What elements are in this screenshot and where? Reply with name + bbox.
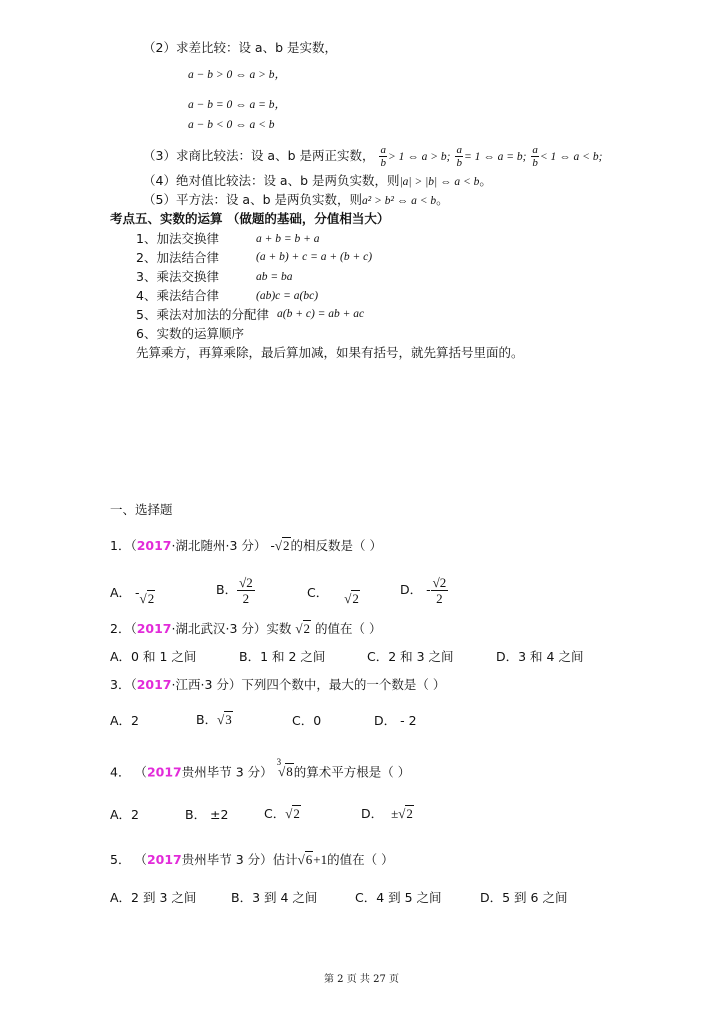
year-tag: 2017: [136, 538, 172, 553]
law-formula: ab = ba: [256, 271, 293, 283]
question-5: 5． （2017贵州毕节 3 分）估计√6+1的值在（ ）: [110, 852, 394, 867]
order-text: 先算乘方，再算乘除，最后算加减，如果有括号，就先算括号里面的。: [136, 345, 524, 360]
q1-option-c[interactable]: C． √2: [307, 585, 359, 606]
quotient-heading: （3）求商比较法：设 a、b 是两正实数，: [143, 148, 375, 163]
q2-option-c[interactable]: C．2 和 3 之间: [367, 649, 454, 664]
square-compare-line: [143, 192, 449, 209]
period: 。: [436, 192, 449, 207]
year-tag: 2017: [136, 677, 172, 692]
abs-heading: （4）绝对值比较法：设 a、b 是两负实数，则: [143, 173, 400, 188]
law-formula: (ab)c = a(bc): [256, 290, 319, 302]
fraction-a-over-b: $\frac{a}{b}$: [380, 144, 386, 169]
q5-option-a[interactable]: A．2 到 3 之间: [110, 890, 197, 905]
question-3: 3．（2017·江西·3 分）下列四个数中，最大的一个数是（ ）: [110, 677, 446, 692]
diff-rule-3: a − b < 0 ⇔ a < b: [188, 119, 275, 131]
fraction-a-over-b: $\frac{a}{b}$: [456, 144, 462, 169]
compare-diff-heading: （2）求差比较：设 a、b 是实数，: [143, 40, 337, 55]
law-label: 1、加法交换律: [136, 231, 219, 246]
sqrt-expr: √2: [274, 538, 290, 553]
q1-option-a[interactable]: A． -√2: [110, 585, 155, 606]
law-label: 2、加法结合律: [136, 250, 219, 265]
law-label: 5、乘法对加法的分配律: [136, 307, 269, 322]
q1-option-d[interactable]: D． - $\frac{√2}{2}$: [400, 575, 447, 606]
cube-root-expr: $^3$√8: [276, 757, 293, 780]
question-4: 4． （2017贵州毕节 3 分）$^3$√8的算术平方根是（ ）: [110, 757, 411, 780]
sqrt-expr: √6+1: [297, 852, 328, 867]
quotient-rule-1: > 1 ⇔ a > b;: [387, 151, 451, 163]
law-formula: (a + b) + c = a + (b + c): [256, 251, 373, 263]
q3-option-a[interactable]: A．2: [110, 713, 140, 728]
q5-option-b[interactable]: B．3 到 4 之间: [231, 890, 318, 905]
quotient-rule-2: = 1 ⇔ a = b;: [463, 151, 527, 163]
abs-rule: |a| > |b| ⇔ a < b: [399, 176, 480, 188]
period: 。: [479, 173, 492, 188]
diff-rule-1: a − b > 0 ⇔ a > b，: [188, 69, 287, 81]
square-rule: a² > b² ⇔ a < b: [362, 195, 437, 207]
law-formula: a + b = b + a: [256, 233, 320, 245]
q3-option-c[interactable]: C．0: [292, 713, 322, 728]
page-footer: 第 2 页 共 27 页: [324, 974, 399, 985]
abs-compare-line: [143, 173, 492, 190]
order-heading: 6、实数的运算顺序: [136, 326, 244, 341]
q5-option-d[interactable]: D．5 到 6 之间: [480, 890, 568, 905]
q4-option-a[interactable]: A．2: [110, 807, 140, 822]
fraction-a-over-b: $\frac{a}{b}$: [532, 144, 538, 169]
q4-option-b[interactable]: B． ±2: [185, 807, 229, 822]
q2-option-a[interactable]: A．0 和 1 之间: [110, 649, 197, 664]
square-heading: （5）平方法：设 a、b 是两负实数，则: [143, 192, 362, 207]
q3-option-b[interactable]: B．√3: [196, 712, 232, 727]
q4-option-c[interactable]: C．√2: [264, 806, 300, 821]
question-1: 1．（2017·湖北随州·3 分） -√2的相反数是（ ）: [110, 538, 382, 553]
law-label: 4、乘法结合律: [136, 288, 219, 303]
q3-option-d[interactable]: D． - 2: [374, 713, 417, 728]
quotient-compare-line: [143, 144, 602, 169]
year-tag: 2017: [146, 764, 182, 780]
question-2: 2．（2017·湖北武汉·3 分）实数 √2 的值在（ ）: [110, 621, 382, 636]
year-tag: 2017: [146, 852, 182, 867]
q5-option-c[interactable]: C．4 到 5 之间: [355, 890, 442, 905]
q2-option-d[interactable]: D．3 和 4 之间: [496, 649, 584, 664]
q2-option-b[interactable]: B．1 和 2 之间: [239, 649, 326, 664]
quotient-rule-3: < 1 ⇔ a < b;: [539, 151, 603, 163]
law-formula: a(b + c) = ab + ac: [277, 308, 365, 320]
q1-option-b[interactable]: B． $\frac{√2}{2}$: [216, 575, 253, 606]
diff-rule-2: a − b = 0 ⇔ a = b，: [188, 99, 287, 111]
section-title: 考点五、实数的运算 （做题的基础，分值相当大）: [110, 211, 390, 226]
year-tag: 2017: [136, 621, 172, 636]
sqrt-expr: √2: [295, 621, 311, 636]
choice-section-title: 一、选择题: [110, 502, 173, 517]
law-label: 3、乘法交换律: [136, 269, 219, 284]
q4-option-d[interactable]: D． ±√2: [361, 806, 413, 821]
